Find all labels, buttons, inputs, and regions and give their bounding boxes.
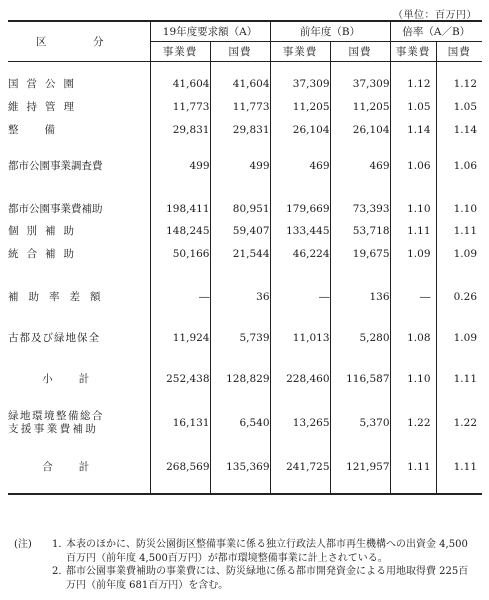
cell-a-national: 80,951 [210,198,270,220]
cell-a-business: 499 [150,154,210,178]
cell-a-business: 252,438 [150,368,210,390]
cell-ratio-business: 1.06 [390,154,436,178]
cell-b-national: 121,957 [330,456,390,478]
cell-b-business: 26,104 [270,118,330,142]
row-label: 整備 [8,118,150,142]
cell-ratio-business: 1.12 [390,72,436,96]
cell-b-business: 133,445 [270,220,330,242]
cell-b-national: 53,718 [330,220,390,242]
cell-b-national: 5,370 [330,408,390,438]
footnote-item [14,538,476,565]
footnote-text: 本表のほかに、防災公園街区整備事業に係る独立行政法人都市再生機構への出資金 4,500百万円（前年度 4,500百万円）が都市環境整備事業に計上されている。 [66,539,468,564]
cell-ratio-national: 1.09 [453,331,478,344]
cell-b-national: 37,309 [330,72,390,96]
sub-header-national: 国費 [436,42,482,62]
sub-header-business: 事業費 [390,42,436,62]
cell-a-business: ― [150,286,210,308]
cell-b-business: 46,224 [270,242,330,266]
table-row [8,220,482,242]
sub-header-business: 事業費 [270,42,330,62]
cell-a-national: 11,773 [210,96,270,118]
cell-a-national: 499 [210,154,270,178]
cell-ratio-national: 1.11 [453,460,478,473]
cell-ratio-business: 1.09 [390,242,436,266]
cell-a-national: 36 [210,286,270,308]
cell-a-business: 11,924 [150,326,210,350]
cell-b-business: 469 [270,154,330,178]
row-label: 統合補助 [8,242,150,266]
cell-ratio-national: 1.05 [453,100,478,113]
table-row [8,154,482,178]
footnotes [14,538,476,592]
sub-header-national: 国費 [330,42,390,62]
row-label: 都市公園事業費補助 [8,198,150,220]
cell-a-national: 29,831 [210,118,270,142]
sub-header-national: 国費 [210,42,270,62]
cell-a-business: 41,604 [150,72,210,96]
unit-label: （単位：百万円） [393,10,477,21]
cell-ratio-national: 1.14 [453,123,478,136]
cell-ratio-business: 1.11 [390,456,436,478]
cell-a-business: 11,773 [150,96,210,118]
cell-ratio-national: 1.10 [453,202,478,215]
cell-ratio-business: 1.14 [390,118,436,142]
cell-b-national: 11,205 [330,96,390,118]
cell-b-national: 469 [330,154,390,178]
cell-ratio-business: 1.22 [390,408,436,438]
table-row [8,198,482,220]
table-row [8,72,482,96]
cell-a-national: 21,544 [210,242,270,266]
footnote-text: 都市公園事業費補助の事業費には、防災緑地に係る都市開発資金による用地取得費 225百万円（前年度 681百万円）を含む。 [66,566,469,591]
cell-ratio-business: 1.11 [390,220,436,242]
cell-a-business: 148,245 [150,220,210,242]
sub-header-business: 事業費 [150,42,210,62]
table-row [8,242,482,266]
cell-b-business: 179,669 [270,198,330,220]
table-row [8,286,482,308]
cell-ratio-business: 1.05 [390,96,436,118]
footnote-prefix: (注) [14,539,32,550]
cell-ratio-business: 1.10 [390,368,436,390]
cell-b-business: 228,460 [270,368,330,390]
cell-ratio-business: 1.08 [390,326,436,350]
row-label: 個別補助 [8,220,150,242]
cell-a-business: 198,411 [150,198,210,220]
category-header: 区 分 [8,21,150,62]
col-ratio-header: 倍率（A／B） [390,21,482,42]
table-row [8,408,482,438]
footnote-number: 1． [52,539,69,550]
cell-b-business: 11,013 [270,326,330,350]
cell-a-business: 50,166 [150,242,210,266]
cell-b-business: 37,309 [270,72,330,96]
cell-b-business: 241,725 [270,456,330,478]
table-row [8,118,482,142]
cell-b-national: 26,104 [330,118,390,142]
cell-b-business: ― [270,286,330,308]
cell-ratio-business: 1.10 [390,198,436,220]
cell-a-business: 29,831 [150,118,210,142]
cell-b-national: 116,587 [330,368,390,390]
cell-b-national: 73,393 [330,198,390,220]
cell-a-national: 41,604 [210,72,270,96]
cell-a-national: 6,540 [210,408,270,438]
row-label: 緑地環境整備総合 支援事業費補助 [8,408,150,438]
row-label: 古都及び緑地保全 [8,326,150,350]
cell-ratio-national: 1.09 [453,247,478,260]
footnote-item [14,565,476,592]
cell-b-business: 11,205 [270,96,330,118]
cell-ratio-national: 1.06 [453,159,478,172]
footnote-number: 2． [52,566,69,577]
row-label: 合計 [8,456,150,478]
table-row [8,326,482,350]
cell-b-national: 19,675 [330,242,390,266]
cell-a-national: 135,369 [210,456,270,478]
col-b-header: 前年度（B） [270,21,390,42]
cell-a-business: 268,569 [150,456,210,478]
row-label: 国営公園 [8,72,150,96]
cell-b-business: 13,265 [270,408,330,438]
cell-a-business: 16,131 [150,408,210,438]
table-row-subtotal [8,368,482,390]
cell-a-national: 59,407 [210,220,270,242]
cell-ratio-national: 0.26 [453,290,478,303]
row-label: 維持管理 [8,96,150,118]
row-label: 補助率差額 [8,286,150,308]
cell-b-national: 5,280 [330,326,390,350]
budget-table [8,20,482,495]
cell-ratio-national: 1.11 [453,224,478,237]
cell-ratio-national: 1.11 [453,372,478,385]
cell-ratio-business: ― [390,286,436,308]
cell-b-national: 136 [330,286,390,308]
table-row [8,96,482,118]
table-row-total [8,456,482,478]
row-label: 小計 [8,368,150,390]
cell-ratio-national: 1.22 [453,416,478,429]
col-a-header: 19年度要求額（A） [150,21,270,42]
cell-a-national: 128,829 [210,368,270,390]
row-label: 都市公園事業調査費 [8,154,150,178]
cell-a-national: 5,739 [210,326,270,350]
cell-ratio-national: 1.12 [453,77,478,90]
